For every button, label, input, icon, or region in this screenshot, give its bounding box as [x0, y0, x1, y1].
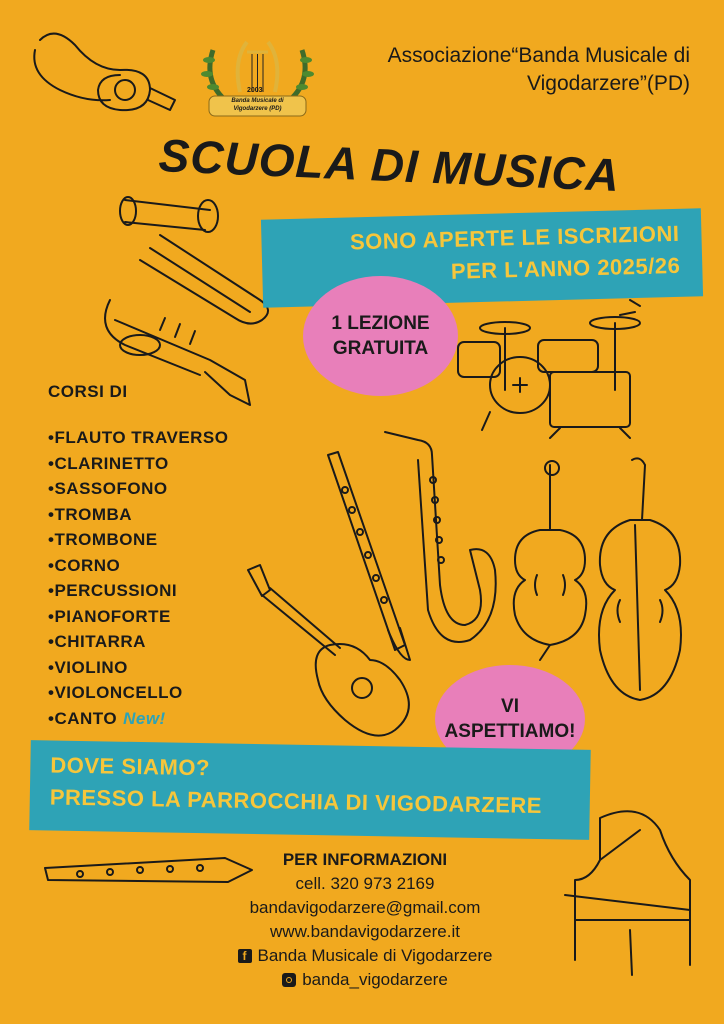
list-item: •TROMBONE	[48, 530, 158, 549]
enrollment-line-1: SONO APERTE LE ISCRIZIONI	[349, 220, 680, 255]
welcome-line-2: ASPETTIAMO!	[444, 721, 576, 742]
website-link[interactable]: www.bandavigodarzere.it	[270, 922, 460, 941]
french-horn-icon	[34, 34, 175, 111]
email-link[interactable]: bandavigodarzere@gmail.com	[249, 898, 481, 917]
instagram-label: banda_vigodarzere	[302, 970, 448, 989]
page-title: SCUOLA DI MUSICA	[157, 128, 622, 202]
location-line-1: DOVE SIAMO?	[50, 752, 211, 781]
facebook-icon: f	[238, 949, 252, 963]
free-lesson-line-2: GRATUITA	[332, 338, 429, 359]
facebook-link[interactable]	[170, 944, 560, 968]
enrollment-line-2: PER L'ANNO 2025/26	[450, 252, 681, 284]
free-lesson-line-1: 1 LEZIONE	[331, 313, 430, 334]
location-line-2: PRESSO LA PARROCCHIA DI VIGODARZERE	[49, 784, 543, 819]
association-line-2: Vigodarzere”(PD)	[526, 72, 690, 95]
logo-text-1: Banda Musicale di	[231, 98, 284, 104]
instagram-icon	[282, 973, 296, 987]
list-item: •FLAUTO TRAVERSO	[48, 428, 229, 447]
list-item: •VIOLONCELLO	[48, 683, 183, 702]
location-banner	[29, 740, 590, 840]
courses-list	[48, 425, 229, 731]
instagram-link[interactable]	[170, 968, 560, 992]
new-badge: New!	[123, 708, 166, 728]
list-item: •PIANOFORTE	[48, 606, 171, 626]
facebook-label: Banda Musicale di Vigodarzere	[257, 946, 493, 965]
trombone-icon	[120, 197, 268, 324]
clarinet-icon	[328, 452, 410, 660]
contact-info	[170, 848, 560, 992]
list-item: •SASSOFONO	[48, 479, 168, 498]
list-item-canto	[48, 706, 229, 732]
saxophone-icon	[385, 432, 496, 642]
phone-number[interactable]: cell. 320 973 2169	[295, 874, 435, 893]
list-item: •CHITARRA	[48, 632, 146, 651]
welcome-line-1: VI	[501, 696, 519, 717]
logo-year: 2003	[247, 87, 263, 94]
logo-text-2: Vigodarzere (PD)	[233, 106, 282, 112]
info-heading: PER INFORMAZIONI	[282, 850, 448, 869]
list-item: •VIOLINO	[48, 657, 128, 677]
guitar-icon	[248, 565, 409, 736]
courses-heading: CORSI DI	[48, 382, 128, 401]
association-line-1: Associazione“Banda Musicale di	[387, 44, 690, 67]
double-bass-icon	[599, 458, 681, 700]
drum-kit-icon	[458, 300, 640, 438]
list-item: •CORNO	[48, 555, 121, 575]
list-item: •TROMBA	[48, 504, 133, 524]
free-lesson-badge	[303, 276, 458, 396]
list-item: •PERCUSSIONI	[48, 581, 178, 600]
violin-icon	[514, 461, 587, 660]
canto-label: •CANTO	[48, 708, 118, 728]
list-item: •CLARINETTO	[48, 453, 169, 473]
